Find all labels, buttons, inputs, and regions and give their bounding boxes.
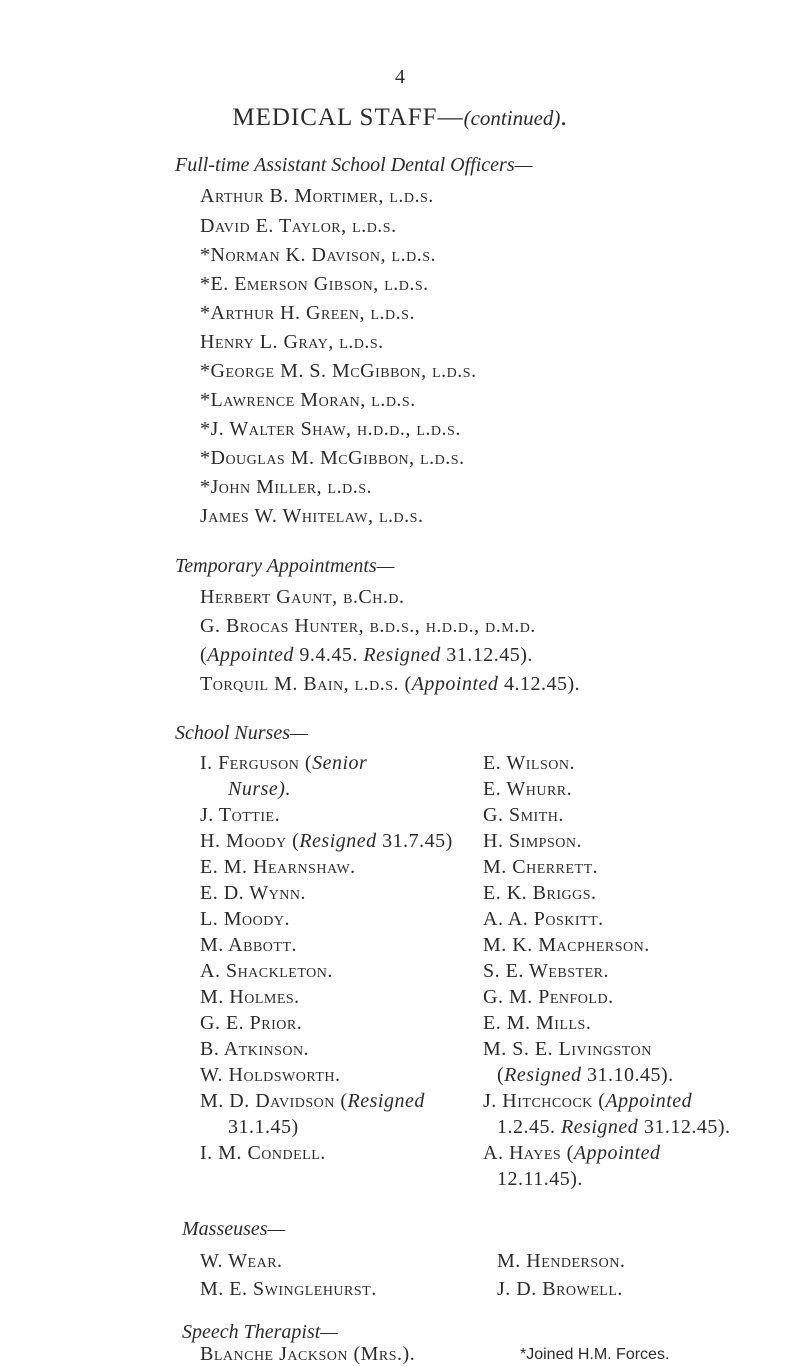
nurse-right: 12.11.45). <box>497 1168 583 1190</box>
temporary-line: Torquil M. Bain, l.d.s. (Appointed 4.12.45). <box>200 673 581 695</box>
title-end: . <box>560 104 568 131</box>
page-number: 4 <box>395 66 405 88</box>
masseuse: M. Henderson. <box>497 1250 626 1272</box>
dental-officer: *Lawrence Moran, l.d.s. <box>200 389 416 411</box>
dental-officer: *E. Emerson Gibson, l.d.s. <box>200 273 429 295</box>
nurse-right: G. Smith. <box>483 804 564 826</box>
nurses-heading: School Nurses— <box>175 722 308 744</box>
nurse-right: J. Hitchcock (Appointed <box>483 1090 693 1112</box>
nurse-left: J. Tottie. <box>200 804 281 826</box>
dental-officer: *George M. S. McGibbon, l.d.s. <box>200 360 477 382</box>
dental-officer: James W. Whitelaw, l.d.s. <box>200 505 424 527</box>
masseuse: M. E. Swinglehurst. <box>200 1278 377 1300</box>
nurse-left: M. Abbott. <box>200 934 298 956</box>
dental-officer: *Douglas M. McGibbon, l.d.s. <box>200 447 465 469</box>
nurse-left: H. Moody (Resigned 31.7.45) <box>200 830 453 852</box>
nurse-right: A. A. Poskitt. <box>483 908 604 930</box>
nurse-left: W. Holdsworth. <box>200 1064 341 1086</box>
title-main: MEDICAL STAFF— <box>232 104 464 131</box>
temporary-line: G. Brocas Hunter, b.d.s., h.d.d., d.m.d. <box>200 615 536 637</box>
dental-heading: Full-time Assistant School Dental Officers— <box>175 154 533 176</box>
nurse-right: 1.2.45. Resigned 31.12.45). <box>497 1116 731 1138</box>
temporary-line: Herbert Gaunt, b.Ch.d. <box>200 586 405 608</box>
nurse-left: E. M. Hearnshaw. <box>200 856 356 878</box>
nurse-left: A. Shackleton. <box>200 960 333 982</box>
nurse-right: E. K. Briggs. <box>483 882 597 904</box>
nurse-left: Nurse). <box>228 778 291 800</box>
nurse-right: (Resigned 31.10.45). <box>497 1064 674 1086</box>
nurse-right: M. Cherrett. <box>483 856 599 878</box>
nurse-right: H. Simpson. <box>483 830 582 852</box>
nurse-right: E. Whurr. <box>483 778 573 800</box>
nurse-left: E. D. Wynn. <box>200 882 307 904</box>
footnote: *Joined H.M. Forces. <box>520 1346 670 1363</box>
nurse-right: A. Hayes (Appointed <box>483 1142 661 1164</box>
dental-officer: *J. Walter Shaw, h.d.d., l.d.s. <box>200 418 461 440</box>
dental-officer: Arthur B. Mortimer, l.d.s. <box>200 185 434 207</box>
dental-officer: *Norman K. Davison, l.d.s. <box>200 244 436 266</box>
nurse-left: G. E. Prior. <box>200 1012 303 1034</box>
dental-officer: *John Miller, l.d.s. <box>200 476 373 498</box>
dental-officer: David E. Taylor, l.d.s. <box>200 215 397 237</box>
masseuses-heading: Masseuses— <box>182 1218 286 1240</box>
nurse-left: L. Moody. <box>200 908 290 930</box>
nurse-right: G. M. Penfold. <box>483 986 614 1008</box>
nurse-left: M. Holmes. <box>200 986 300 1008</box>
nurse-right: M. S. E. Livingston <box>483 1038 652 1060</box>
nurse-left: B. Atkinson. <box>200 1038 310 1060</box>
nurse-left: I. Ferguson (Senior <box>200 752 368 774</box>
nurse-right: E. Wilson. <box>483 752 575 774</box>
nurse-right: E. M. Mills. <box>483 1012 592 1034</box>
dental-officer: Henry L. Gray, l.d.s. <box>200 331 384 353</box>
masseuse: W. Wear. <box>200 1250 283 1272</box>
nurse-left: I. M. Condell. <box>200 1142 326 1164</box>
dental-officer: *Arthur H. Green, l.d.s. <box>200 302 415 324</box>
temporary-line: (Appointed 9.4.45. Resigned 31.12.45). <box>200 644 533 666</box>
title-continued: (continued) <box>463 106 561 130</box>
nurse-right: S. E. Webster. <box>483 960 609 982</box>
nurse-left: M. D. Davidson (Resigned <box>200 1090 425 1112</box>
page-title <box>0 104 800 132</box>
speech-heading: Speech Therapist— <box>182 1321 339 1343</box>
nurse-right: M. K. Macpherson. <box>483 934 650 956</box>
masseuse: J. D. Browell. <box>497 1278 623 1300</box>
temporary-heading: Temporary Appointments— <box>175 555 395 577</box>
speech-therapist: Blanche Jackson (Mrs.). <box>200 1343 416 1365</box>
nurse-left: 31.1.45) <box>228 1116 299 1138</box>
